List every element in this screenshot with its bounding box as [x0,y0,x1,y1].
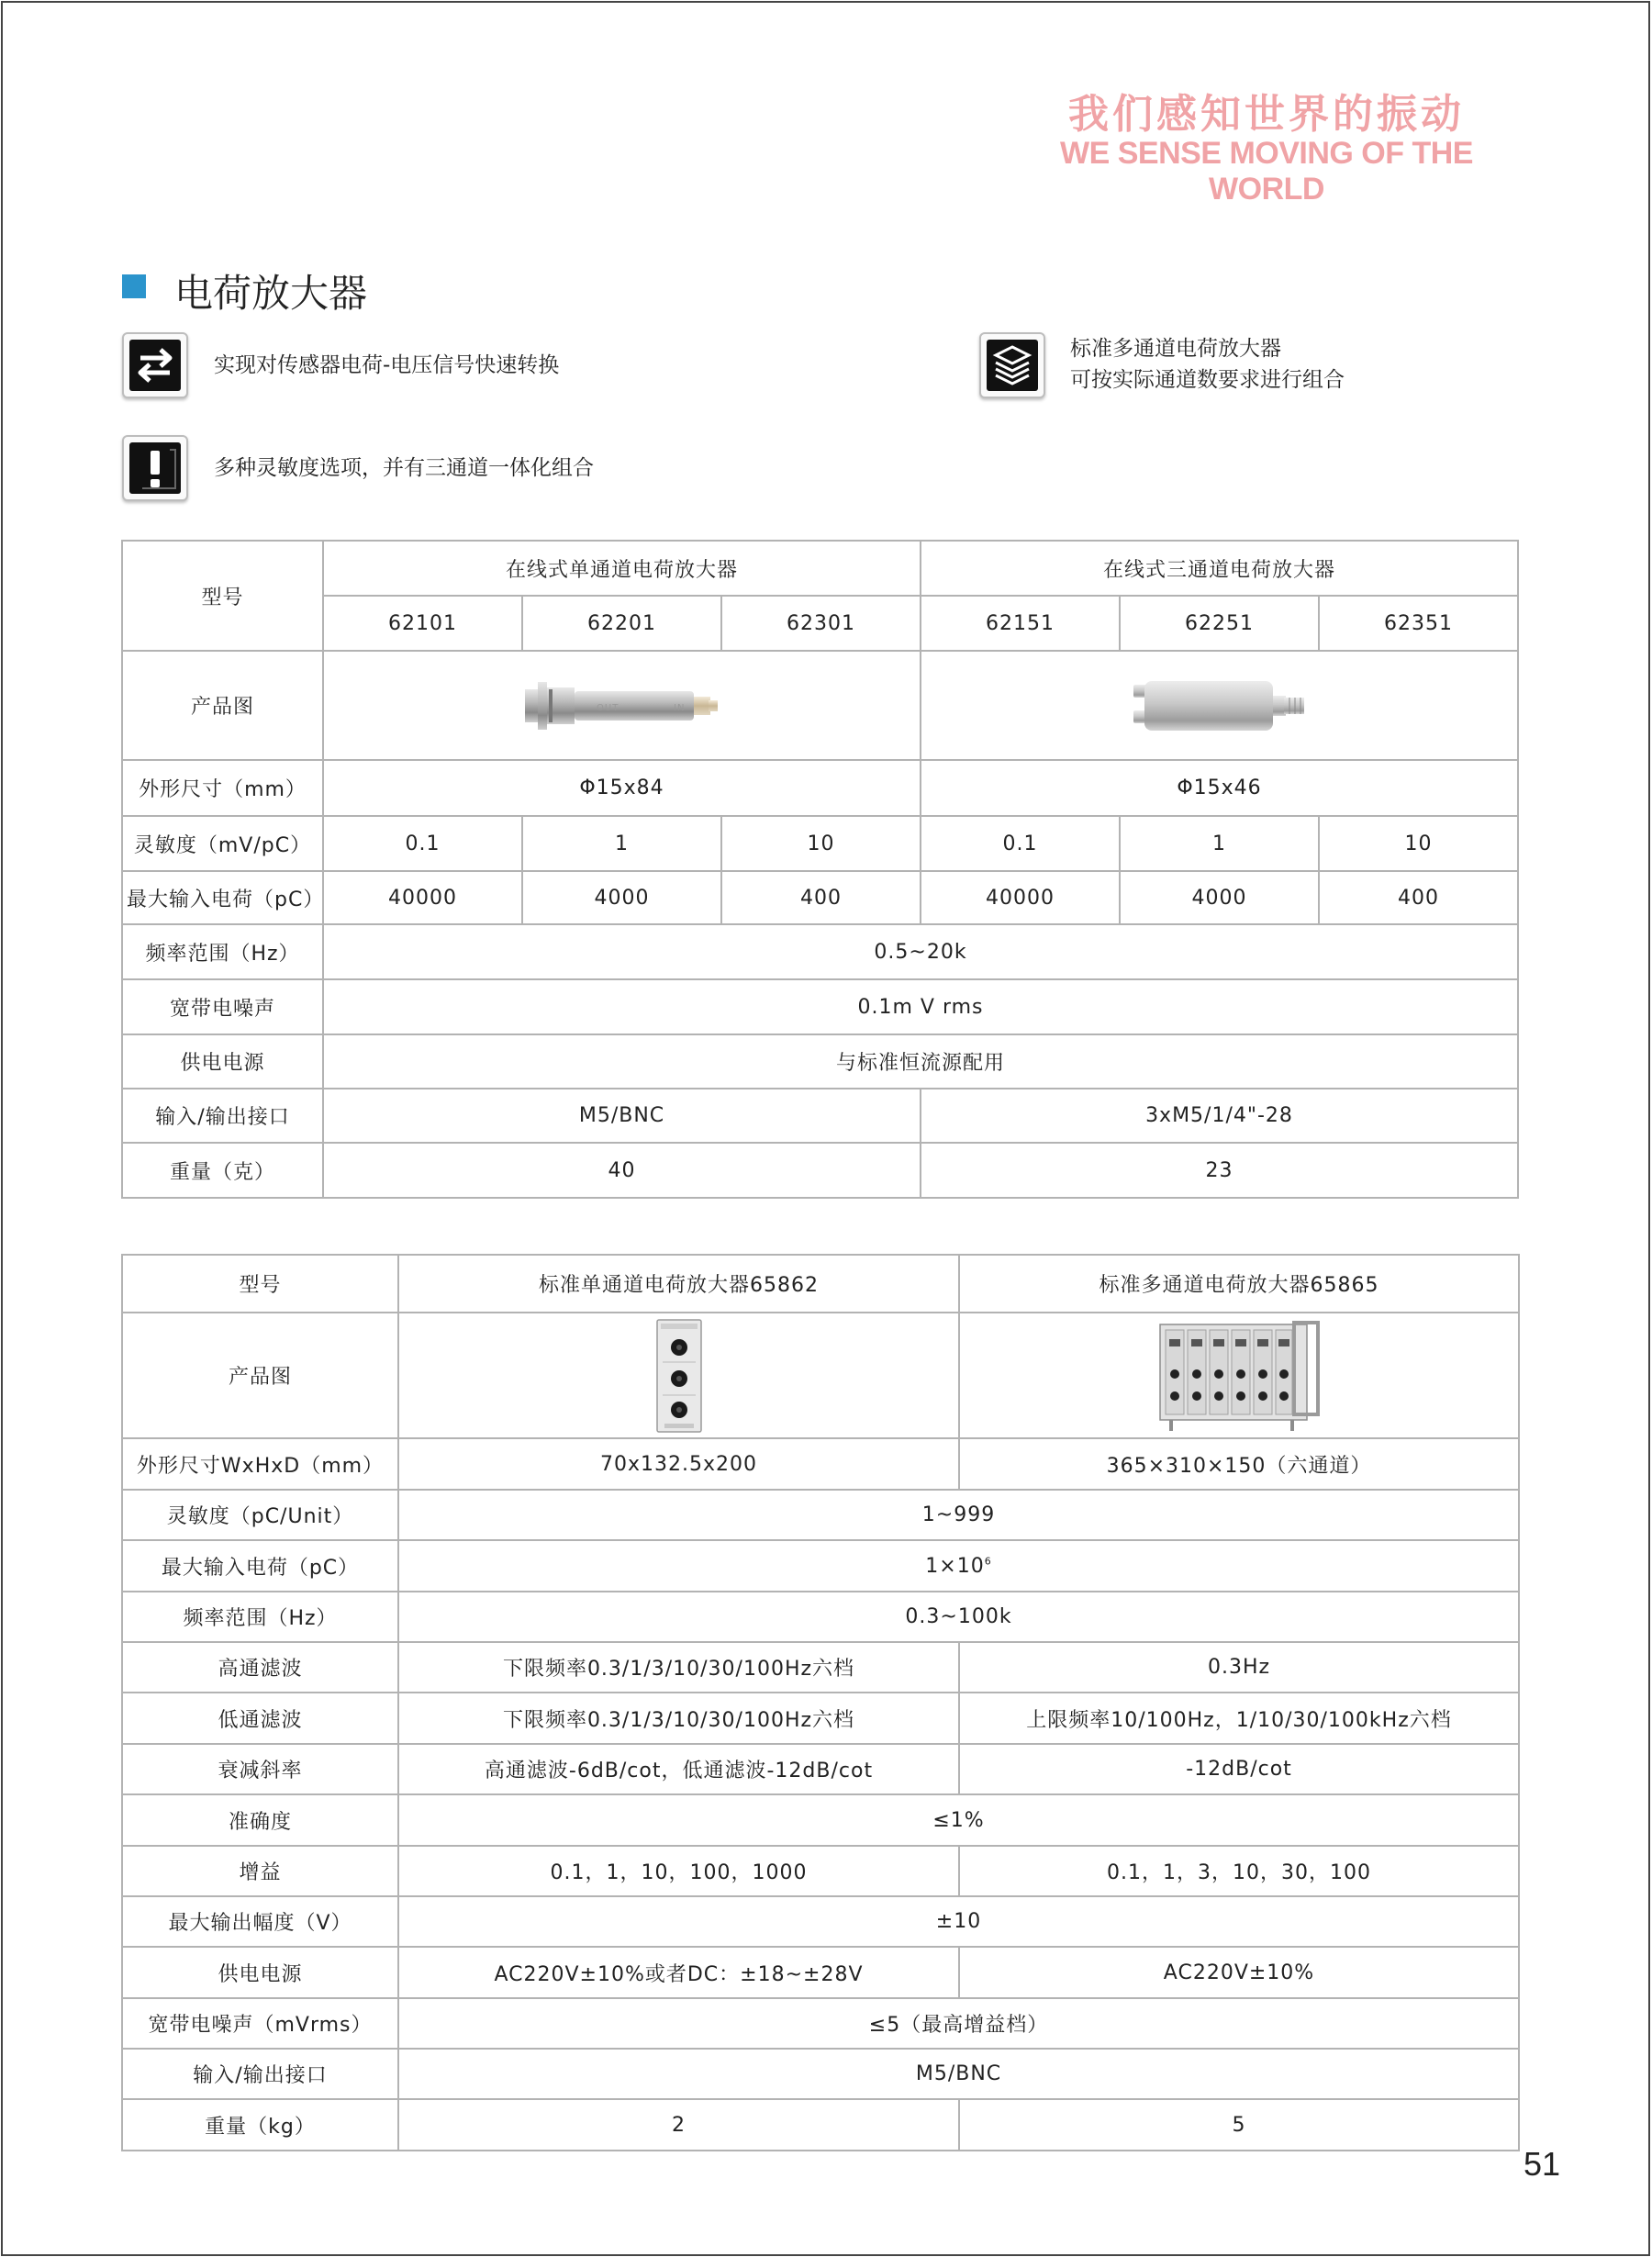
io-label: 输入/输出接口 [122,1089,323,1143]
power-label: 供电电源 [122,1034,323,1089]
sensitivity-value: 1 [1120,816,1319,871]
model-number: 62151 [921,596,1120,651]
io-label: 输入/输出接口 [122,2049,398,2099]
weight-single: 40 [323,1143,921,1198]
weight-single: 2 [398,2099,959,2151]
image-label: 产品图 [122,1313,398,1438]
size-label: 外形尺寸WxHxD（mm） [122,1438,398,1490]
weight-triple: 23 [921,1143,1518,1198]
power-label: 供电电源 [122,1947,398,1998]
image-mark-in: IN [673,702,685,713]
gain-multi: 0.1，1，3，10，30，100 [959,1846,1519,1896]
sensitivity-label: 灵敏度（pC/Unit） [122,1490,398,1540]
max-charge-base: 1×10 [925,1554,985,1578]
model-number: 62201 [522,596,721,651]
noise-label: 宽带电噪声 [122,979,323,1034]
model-number: 62351 [1319,596,1518,651]
max-charge-label: 最大输入电荷（pC） [122,1540,398,1592]
noise-value: 0.1m V rms [323,979,1518,1034]
image-label: 产品图 [122,651,323,760]
three-channel-inline-amplifier-image [921,651,1518,760]
max-charge-value: 4000 [1120,871,1319,924]
accuracy-value: ≤1% [398,1794,1519,1846]
size-single: 70x132.5x200 [398,1438,959,1490]
feature-line: 可按实际通道数要求进行组合 [1070,368,1345,392]
section-title: 电荷放大器 [174,271,368,316]
noise-value: ≤5（最高增益档） [398,1998,1519,2049]
gain-single: 0.1，1，10，100，1000 [398,1846,959,1896]
feature-text-conversion: 实现对传感器电荷-电压信号快速转换 [214,353,560,377]
freq-value: 0.5~20k [323,924,1518,979]
size-label: 外形尺寸（mm） [122,760,323,816]
layers-stack-icon [979,332,1045,398]
model-number: 62251 [1120,596,1319,651]
model-label: 型号 [122,1255,398,1313]
max-charge-exponent: 6 [984,1555,992,1568]
gain-label: 增益 [122,1846,398,1896]
model-number: 62101 [323,596,522,651]
slogan-english: WE SENSE MOVING OF THE WORLD [1060,136,1473,207]
max-charge-value: 40000 [921,871,1120,924]
highpass-single: 下限频率0.3/1/3/10/30/100Hz六档 [398,1642,959,1693]
page-number: 51 [1523,2145,1560,2183]
max-charge-value: 400 [721,871,921,924]
io-value: M5/BNC [398,2049,1519,2099]
lowpass-label: 低通滤波 [122,1693,398,1744]
multi-channel-model-name: 标准多通道电荷放大器65865 [959,1255,1519,1313]
convert-arrows-icon [122,332,188,398]
feature-line: 标准多通道电荷放大器 [1070,337,1281,361]
sensitivity-value: 0.1 [323,816,522,871]
sensitivity-value: 10 [1319,816,1518,871]
power-single: AC220V±10%或者DC：±18~±28V [398,1947,959,1998]
weight-label: 重量（kg） [122,2099,398,2151]
lowpass-multi: 上限频率10/100Hz，1/10/30/100kHz六档 [959,1693,1519,1744]
io-single: M5/BNC [323,1089,921,1143]
freq-label: 频率范围（Hz） [122,1592,398,1642]
power-multi: AC220V±10% [959,1947,1519,1998]
size-single: Φ15x84 [323,760,921,816]
six-channel-amplifier-chassis-image [959,1313,1519,1438]
inline-amplifier-spec-table [121,540,1519,1199]
slope-label: 衰减斜率 [122,1744,398,1794]
highpass-label: 高通滤波 [122,1642,398,1693]
freq-label: 频率范围（Hz） [122,924,323,979]
max-output-label: 最大输出幅度（V） [122,1896,398,1947]
image-mark-out: OUT [596,702,619,713]
sensitivity-value: 0.1 [921,816,1120,871]
model-number: 62301 [721,596,921,651]
single-channel-model-name: 标准单通道电荷放大器65862 [398,1255,959,1313]
max-charge-value [398,1540,1519,1592]
slope-multi: -12dB/cot [959,1744,1519,1794]
max-charge-label: 最大输入电荷（pC） [122,871,323,924]
sensitivity-value: 10 [721,816,921,871]
max-charge-value: 40000 [323,871,522,924]
size-triple: Φ15x46 [921,760,1518,816]
lowpass-single: 下限频率0.3/1/3/10/30/100Hz六档 [398,1693,959,1744]
standard-amplifier-spec-table [121,1254,1520,2151]
noise-label: 宽带电噪声（mVrms） [122,1998,398,2049]
weight-label: 重量（克） [122,1143,323,1198]
freq-value: 0.3~100k [398,1592,1519,1642]
io-triple: 3xM5/1/4"-28 [921,1089,1518,1143]
weight-multi: 5 [959,2099,1519,2151]
slogan-chinese: 我们感知世界的振动 [1068,91,1465,138]
sensitivity-label: 灵敏度（mV/pC） [122,816,323,871]
highpass-multi: 0.3Hz [959,1642,1519,1693]
group-three-channel: 在线式三通道电荷放大器 [921,541,1518,596]
slope-single: 高通滤波-6dB/cot，低通滤波-12dB/cot [398,1744,959,1794]
max-charge-value: 400 [1319,871,1518,924]
accuracy-label: 准确度 [122,1794,398,1846]
model-label: 型号 [122,541,323,651]
max-charge-value: 4000 [522,871,721,924]
exclamation-icon [122,435,188,501]
sensitivity-value: 1~999 [398,1490,1519,1540]
group-single-channel: 在线式单通道电荷放大器 [323,541,921,596]
power-value: 与标准恒流源配用 [323,1034,1518,1089]
max-output-value: ±10 [398,1896,1519,1947]
bnc-inline-amplifier-image [323,651,921,760]
sensitivity-value: 1 [522,816,721,871]
feature-text-sensitivity: 多种灵敏度选项，并有三通道一体化组合 [214,456,594,480]
size-multi: 365×310×150（六通道） [959,1438,1519,1490]
section-marker [122,274,146,298]
single-channel-amplifier-module-image [398,1313,959,1438]
feature-text-multichannel [1070,333,1345,396]
